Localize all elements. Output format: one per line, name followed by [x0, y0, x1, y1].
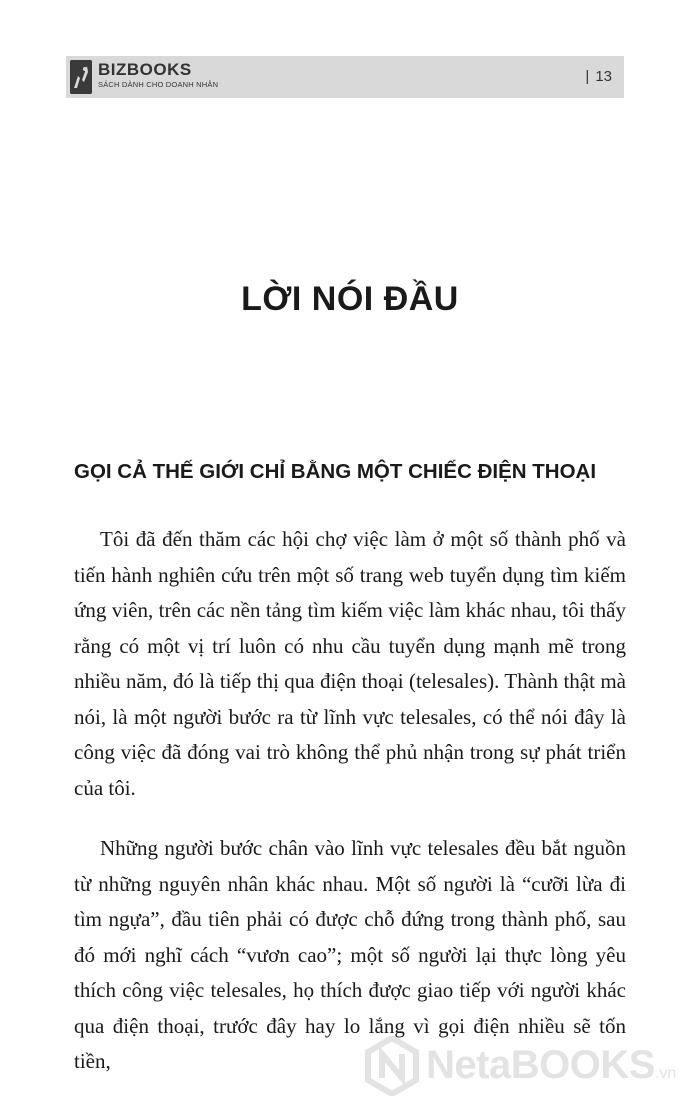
- netabooks-logo-icon: [364, 1036, 420, 1096]
- brand-tagline: SÁCH DÀNH CHO DOANH NHÂN: [98, 80, 219, 89]
- body-text: [74, 522, 626, 1105]
- page-number-area: [585, 68, 612, 86]
- watermark-name: NetaBOOKS: [426, 1043, 655, 1087]
- watermark: [364, 1030, 694, 1100]
- bizbooks-logo-icon: [70, 60, 92, 94]
- brand-name: BIZBOOKS: [98, 60, 192, 79]
- running-header: [66, 56, 624, 98]
- paragraph: Những người bước chân vào lĩnh vực telesales đều bắt nguồn từ những nguyên nhân khác nhau. Một số người là “cưỡi lừa đi tìm ngựa”, đầu tiên phải có được chỗ đứng trong thành phố, sau đó mới nghĩ cách “vươn cao”; một số người lại thực lòng yêu thích công việc telesales, họ thích được giao tiếp với người khác qua điện thoại, trước đây hay lo lắng vì gọi điện nhiều sẽ tốn tiền,: [74, 836, 626, 1073]
- watermark-text: [426, 1042, 676, 1097]
- paragraph: Tôi đã đến thăm các hội chợ việc làm ở một số thành phố và tiến hành nghiên cứu trên một số trang web tuyển dụng tìm kiếm ứng viên, trên các nền tảng tìm kiếm việc làm khác nhau, tôi thấy rằng có một vị trí luôn có nhu cầu tuyển dụng mạnh mẽ trong nhiều năm, đó là tiếp thị qua điện thoại (telesales). Thành thật mà nói, là một người bước ra từ lĩnh vực telesales, có thể nói đây là công việc đã đóng vai trò không thể phủ nhận trong sự phát triển của tôi.: [74, 527, 626, 800]
- page-number: 13: [595, 68, 612, 85]
- watermark-suffix: .vn: [654, 1065, 677, 1082]
- chapter-title: LỜI NÓI ĐẦU: [241, 280, 459, 318]
- page-separator: |: [585, 68, 590, 85]
- section-heading: GỌI CẢ THẾ GIỚI CHỈ BẰNG MỘT CHIẾC ĐIỆN THOẠI: [74, 460, 597, 483]
